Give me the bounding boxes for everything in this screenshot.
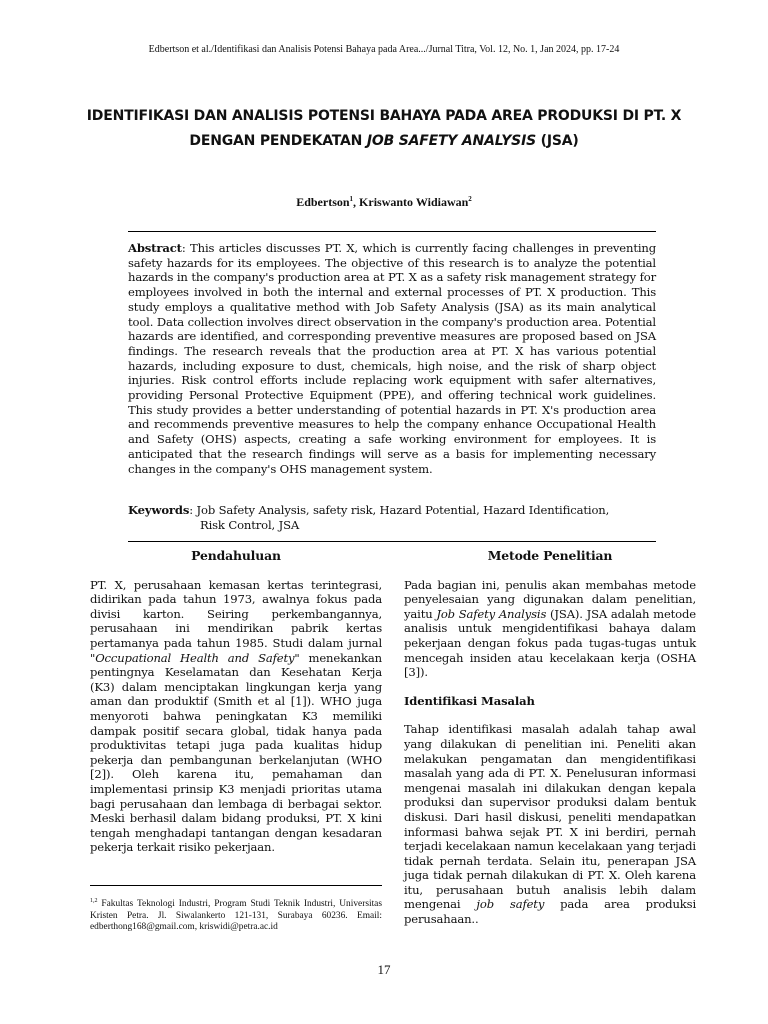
footnote-rule [90,885,382,886]
running-head: Edbertson et al./Identifikasi dan Analisis Potensi Bahaya pada Area.../Jurnal Titra, Vol. 12, No. 1, Jan 2024, pp. 17-24 [148,44,620,55]
author-2-affiliation: 2 [468,195,472,203]
keywords-text-1: : Job Safety Analysis, safety risk, Hazard Potential, Hazard Identification, [189,503,610,517]
keywords-line-1 [128,503,656,518]
pendahuluan-text-b: " menekankan pentingnya Keselamatan dan Kesehatan Kerja (K3) dalam menciptakan lingkungan kerja yang aman dan produktif (Smith et al [1]). WHO juga menyoroti bahwa peningkatan K3 memiliki dampak positif secara global, tidak hanya pada produktivitas tetapi juga pada kualitas hidup pekerja dan pembangunan berkelanjutan (WHO [2]). Oleh karena itu, pemahaman dan implementasi prinsip K3 menjadi prioritas utama bagi perusahaan dan lembaga di berbagai sektor. Meski berhasil dalam bidang produksi, PT. X kini tengah menghadapi tantangan dengan kesadaran pekerja terkait risiko pekerjaan. [90,650,382,855]
identifikasi-italic: job safety [476,897,545,912]
left-column [90,549,382,855]
author-separator: , [353,195,360,209]
subheading-identifikasi-masalah: Identifikasi Masalah [404,693,535,708]
author-1: Edbertson [296,195,350,209]
metode-italic: Job Safety Analysis [436,606,547,621]
abstract-top-rule [128,231,656,232]
keywords-line-2: Risk Control, JSA [200,517,300,532]
abstract [128,241,656,476]
abstract-bottom-rule [128,541,656,542]
metode-paragraph [404,578,696,680]
title-line-2-suffix: (JSA) [535,133,579,149]
page-number: 17 [377,962,391,977]
identifikasi-paragraph [404,722,696,926]
paper-title [60,104,708,154]
title-line-1: IDENTIFIKASI DAN ANALISIS POTENSI BAHAYA PADA AREA PRODUKSI DI PT. X [86,108,682,124]
keywords [128,503,656,532]
pendahuluan-italic: Occupational Health and Safety [95,650,295,665]
author-list [0,195,768,210]
abstract-label: Abstract [128,241,182,255]
pendahuluan-paragraph [90,578,382,855]
title-line-2-prefix: DENGAN PENDEKATAN [189,133,367,149]
author-1-affiliation: 1 [349,195,354,203]
title-line-2 [60,129,708,154]
metode-text-b: (JSA). JSA adalah metode analisis untuk mengidentifikasi bahaya dalam pekerjaan dengan fokus pada tugas-tugas untuk mencegah insiden atau kecelakaan kerja (OSHA [3]). [404,606,696,680]
footnote [90,896,382,934]
footnote-marker: 1,2 [90,898,98,904]
section-heading-metode: Metode Penelitian [487,548,613,563]
right-column [404,549,696,927]
author-2: Kriswanto Widiawan [359,195,469,209]
section-heading-pendahuluan: Pendahuluan [191,548,281,563]
identifikasi-text-a: Tahap identifikasi masalah adalah tahap awal yang dilakukan di penelitian ini. Peneliti akan melakukan pengamatan dan mengidentifikasi masalah yang ada di PT. X. Penelusuran informasi mengenai masalah ini dilakukan dengan kepala produksi dan supervisor produksi dalam bentuk diskusi. Dari hasil diskusi, peneliti mendapatkan informasi bahwa sejak PT. X ini berdiri, pernah terjadi kecelakaan namun kecelakaan yang terjadi tidak pernah terdata. Selain itu, penerapan JSA juga tidak pernah dilakukan di PT. X. Oleh karena itu, perusahaan butuh analisis lebih dalam mengenai [404,722,696,912]
title-line-2-italic: JOB SAFETY ANALYSIS [366,133,536,149]
pendahuluan-text-a: PT. X, perusahaan kemasan kertas terintegrasi, didirikan pada tahun 1973, awalnya fokus pada divisi karton. Seiring perkembangannya, perusahaan ini mendirikan pabrik kertas pertamanya pada tahun 1985. Studi dalam jurnal " [90,577,382,665]
abstract-text: : This articles discusses PT. X, which is currently facing challenges in preventing safety hazards for its employees. The objective of this research is to analyze the potential hazards in the company's production area at PT. X as a safety risk management strategy for employees involved in both the internal and external processes of PT. X production. This study employs a qualitative method with Job Safety Analysis (JSA) as its main analytical tool. Data collection involves direct observation in the company's production area. Potential hazards are identified, and corresponding preventive measures are proposed based on JSA findings. The research reveals that the production area at PT. X has various potential hazards, including exposure to dust, chemicals, high noise, and the risk of sharp object injuries. Risk control efforts include replacing work equipment with safer alternatives, providing Personal Protective Equipment (PPE), and offering technical work guidelines. This study provides a better understanding of potential hazards in PT. X's production area and recommends preventive measures to help the company enhance Occupational Health and Safety (OHS) aspects, creating a safe working environment for employees. It is anticipated that the research findings will serve as a basis for implementing necessary changes in the company's OHS management system. [128,241,656,476]
identifikasi-text-b: pada area produksi perusahaan.. [404,897,696,927]
keywords-label: Keywords [128,503,190,517]
footnote-text: Fakultas Teknologi Industri, Program Studi Teknik Industri, Universitas Kristen Petra. Jl. Siwalankerto 121-131, Surabaya 60236. Email: edberthong168@gmail.com, kriswidi@petra.ac.id [90,899,382,933]
metode-text-a: Pada bagian ini, penulis akan membahas metode penyelesaian yang digunakan dalam penelitian, yaitu [404,577,696,621]
